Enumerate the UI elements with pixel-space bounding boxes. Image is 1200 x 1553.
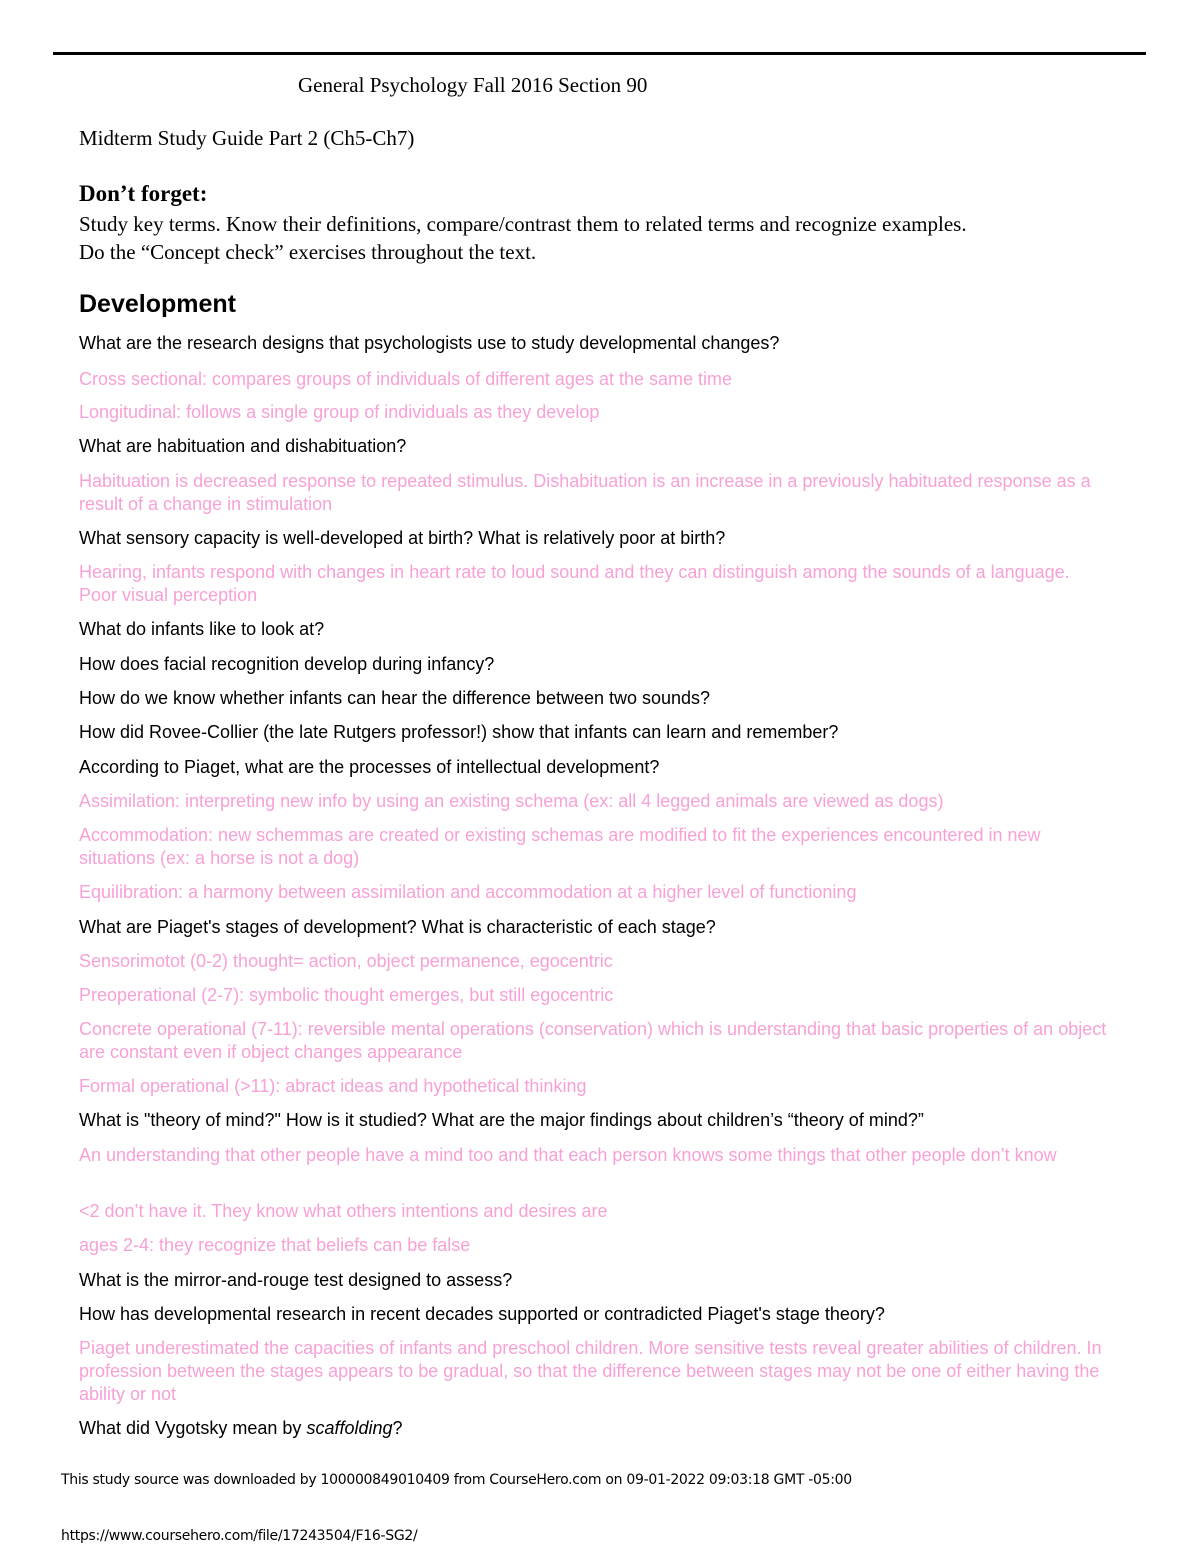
answer-item: An understanding that other people have a mind too and that each person knows some things that other people don’t know — [79, 1145, 1057, 1165]
answer-item: Piaget underestimated the capacities of infants and preschool children. More sensitive tests reveal greater abilities of children. In profession between the stages appears to be gradual, so that the difference between stages may not be one of either having the ability or not — [79, 1338, 1102, 1404]
answer-item: Longitudinal: follows a single group of individuals as they develop — [79, 402, 600, 422]
answer-item: Hearing, infants respond with changes in heart rate to loud sound and they can distinguish among the sounds of a language. Poor visual perception — [79, 562, 1070, 605]
download-note: This study source was downloaded by 100000849010409 from CourseHero.com on 09-01-2022 09:03:18 GMT -05:00 — [61, 1472, 852, 1488]
question-item: What is "theory of mind?" How is it studied? What are the major findings about children’s “theory of mind?” — [79, 1110, 924, 1130]
answer-item: <2 don’t have it. They know what others intentions and desires are — [79, 1201, 608, 1221]
question-item: How has developmental research in recent decades supported or contradicted Piaget's stage theory? — [79, 1304, 885, 1324]
question-item: How do we know whether infants can hear the difference between two sounds? — [79, 688, 711, 708]
question-emphasis: scaffolding — [306, 1418, 393, 1438]
question-item: What are Piaget's stages of development? What is characteristic of each stage? — [79, 917, 716, 937]
top-rule — [53, 52, 1146, 55]
answer-item: Equilibration: a harmony between assimilation and accommodation at a higher level of functioning — [79, 882, 857, 902]
question-prefix: What did Vygotsky mean by — [79, 1418, 307, 1438]
answer-item: Accommodation: new schemmas are created or existing schemas are modified to fit the experiences encountered in new situations (ex: a horse is not a dog) — [79, 825, 1041, 868]
dont-forget-line-2: Do the “Concept check” exercises throughout the text. — [79, 240, 537, 264]
dont-forget-body — [79, 210, 1139, 266]
question-item: How did Rovee-Collier (the late Rutgers professor!) show that infants can learn and remember? — [79, 722, 839, 742]
guide-title: Midterm Study Guide Part 2 (Ch5-Ch7) — [79, 126, 415, 150]
answer-item: Sensorimotot (0-2) thought= action, object permanence, egocentric — [79, 951, 613, 971]
dont-forget-heading: Don’t forget: — [79, 181, 208, 206]
question-item: What is the mirror-and-rouge test designed to assess? — [79, 1270, 513, 1290]
answer-item: Concrete operational (7-11): reversible mental operations (conservation) which is understanding that basic properties of an object are constant even if object changes appearance — [79, 1019, 1107, 1062]
question-item-last — [79, 1417, 1109, 1440]
question-item: What are habituation and dishabituation? — [79, 436, 407, 456]
question-item: How does facial recognition develop during infancy? — [79, 654, 495, 674]
question-suffix: ? — [392, 1418, 403, 1438]
answer-item: ages 2-4: they recognize that beliefs can be false — [79, 1235, 471, 1255]
dont-forget-line-1: Study key terms. Know their definitions, compare/contrast them to related terms and recognize examples. — [79, 212, 967, 236]
section-heading-development: Development — [79, 290, 236, 318]
answer-item: Formal operational (>11): abract ideas and hypothetical thinking — [79, 1076, 587, 1096]
question-item: What sensory capacity is well-developed at birth? What is relatively poor at birth? — [79, 528, 726, 548]
answer-item: Assimilation: interpreting new info by using an existing schema (ex: all 4 legged animals are viewed as dogs) — [79, 791, 944, 811]
question-item: According to Piaget, what are the processes of intellectual development? — [79, 757, 660, 777]
answer-item: Habituation is decreased response to repeated stimulus. Dishabituation is an increase in a previously habituated response as a result of a change in stimulation — [79, 471, 1091, 514]
question-item: What are the research designs that psychologists use to study developmental changes? — [79, 333, 780, 353]
answer-item: Cross sectional: compares groups of individuals of different ages at the same time — [79, 369, 733, 389]
question-item: What do infants like to look at? — [79, 619, 325, 639]
source-url[interactable]: https://www.coursehero.com/file/17243504/F16-SG2/ — [61, 1528, 418, 1544]
course-title: General Psychology Fall 2016 Section 90 — [298, 73, 648, 97]
answer-item: Preoperational (2-7): symbolic thought emerges, but still egocentric — [79, 985, 614, 1005]
